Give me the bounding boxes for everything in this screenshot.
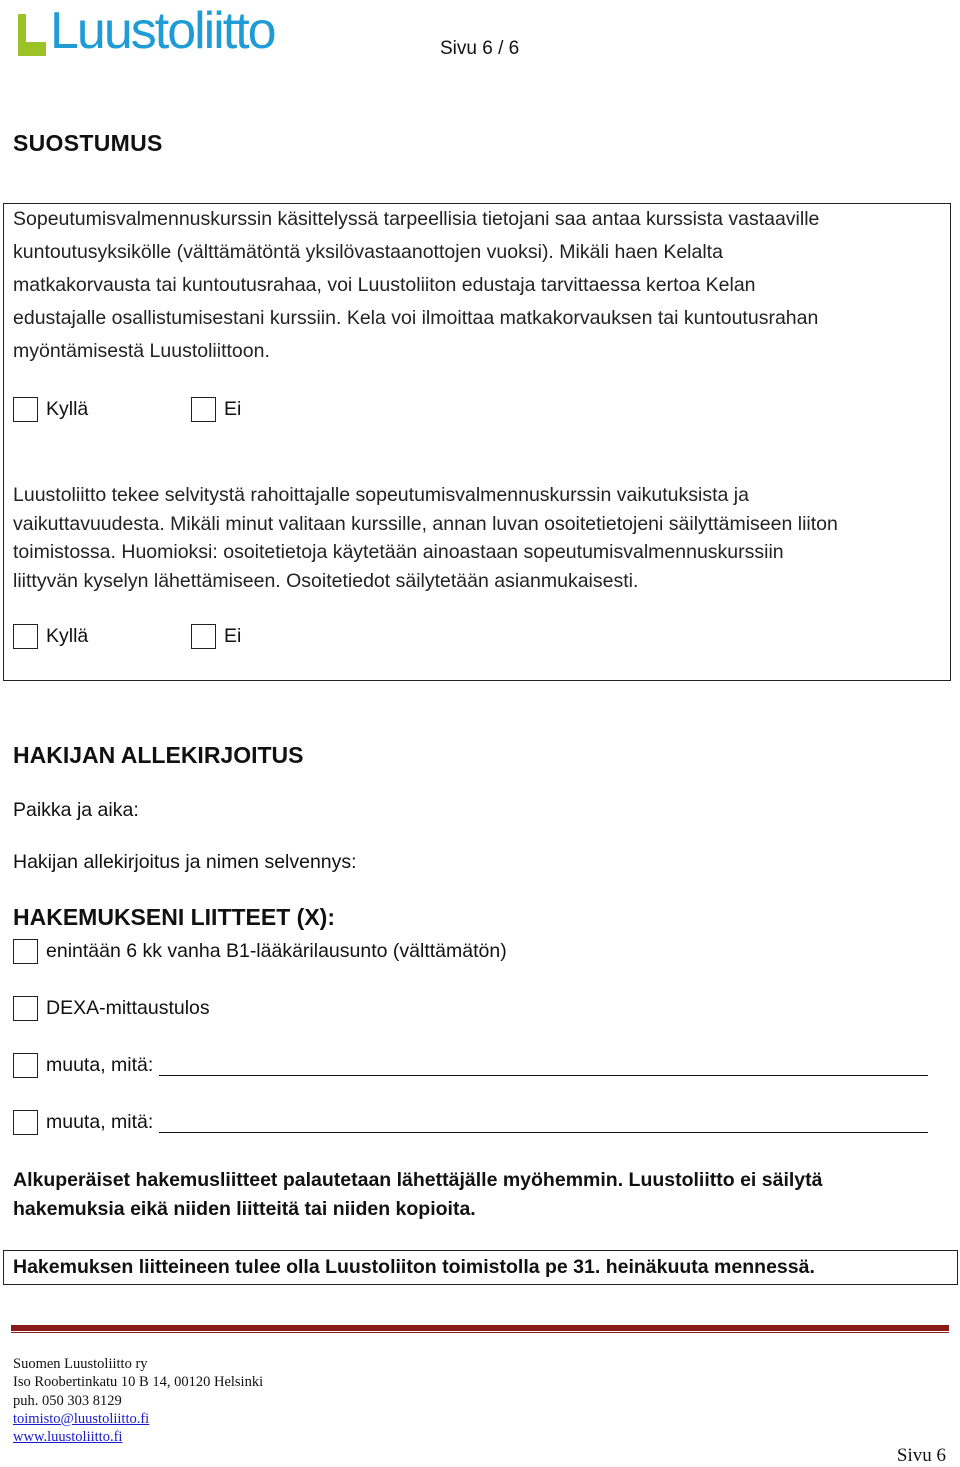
consent-2-yes-option[interactable] bbox=[13, 624, 191, 649]
attachments-title: HAKEMUKSENI LIITTEET (X): bbox=[13, 904, 335, 930]
consent-p1-line: kuntoutusyksikölle (välttämätöntä yksilövastaanottojen vuoksi). Mikäli haen Kelalta bbox=[13, 241, 723, 263]
consent-paragraph-1 bbox=[13, 203, 819, 368]
attachment-label: muuta, mitä: bbox=[46, 1054, 154, 1076]
logo-mark-icon bbox=[14, 10, 48, 56]
footer-website-link[interactable]: www.luustoliitto.fi bbox=[13, 1429, 123, 1446]
footer-email-link[interactable]: toimisto@luustoliitto.fi bbox=[13, 1410, 150, 1427]
attachment-label: DEXA-mittaustulos bbox=[46, 997, 210, 1019]
place-date-label: Paikka ja aika: bbox=[13, 799, 139, 821]
attachment-checkbox[interactable] bbox=[13, 996, 38, 1021]
footer-phone: puh. 050 303 8129 bbox=[13, 1392, 122, 1409]
signature-title: HAKIJAN ALLEKIRJOITUS bbox=[13, 742, 304, 768]
deadline-box bbox=[3, 1250, 958, 1285]
consent-p2-line: toimistossa. Huomioksi: osoitetietoja käytetään ainoastaan sopeutumisvalmennuskurssiin bbox=[13, 541, 784, 563]
footer-divider bbox=[11, 1325, 949, 1331]
attachment-checkbox[interactable] bbox=[13, 1053, 38, 1078]
consent-p1-line: matkakorvausta tai kuntoutusrahaa, voi Luustoliiton edustaja tarvittaessa kertoa Kelan bbox=[13, 274, 756, 296]
consent-2-options bbox=[13, 624, 241, 649]
consent-1-yes-option[interactable] bbox=[13, 397, 191, 422]
attachment-checkbox[interactable] bbox=[13, 1110, 38, 1135]
page-number-header: Sivu 6 / 6 bbox=[440, 38, 520, 59]
consent-2-yes-checkbox[interactable] bbox=[13, 624, 38, 649]
consent-2-no-option[interactable] bbox=[191, 624, 241, 649]
signature-label: Hakijan allekirjoitus ja nimen selvennys: bbox=[13, 851, 357, 873]
attachment-item-other[interactable] bbox=[13, 1053, 928, 1078]
deadline-text: Hakemuksen liitteineen tulee olla Luustoliiton toimistolla pe 31. heinäkuuta mennessä. bbox=[13, 1256, 815, 1278]
consent-1-yes-checkbox[interactable] bbox=[13, 397, 38, 422]
attachment-checkbox[interactable] bbox=[13, 939, 38, 964]
consent-1-options bbox=[13, 397, 241, 422]
attachments-note-line: hakemuksia eikä niiden liitteitä tai niiden kopioita. bbox=[13, 1198, 476, 1220]
consent-p2-line: liittyvän kyselyn lähettämiseen. Osoitetiedot säilytetään asianmukaisesti. bbox=[13, 569, 639, 592]
consent-1-no-option[interactable] bbox=[191, 397, 241, 422]
consent-title: SUOSTUMUS bbox=[13, 130, 163, 156]
consent-1-no-label: Ei bbox=[224, 398, 242, 420]
consent-p1-line: edustajalle osallistumisestani kurssiin. Kela voi ilmoittaa matkakorvauksen tai kuntoutusrahan bbox=[13, 307, 819, 329]
luustoliitto-logo bbox=[14, 2, 275, 60]
attachment-item-other[interactable] bbox=[13, 1110, 928, 1135]
consent-2-yes-label: Kyllä bbox=[46, 625, 89, 647]
consent-2-no-checkbox[interactable] bbox=[191, 624, 216, 649]
footer-address: Iso Roobertinkatu 10 B 14, 00120 Helsinki bbox=[13, 1374, 264, 1391]
attachments-note-line: Alkuperäiset hakemusliitteet palautetaan lähettäjälle myöhemmin. Luustoliitto ei säilytä bbox=[13, 1169, 823, 1191]
footer-org: Suomen Luustoliitto ry bbox=[13, 1356, 148, 1372]
other-attachment-line[interactable] bbox=[159, 1056, 928, 1076]
consent-paragraph-2 bbox=[13, 481, 838, 595]
attachment-label: enintään 6 kk vanha B1-lääkärilausunto (välttämätön) bbox=[46, 940, 507, 962]
consent-2-no-label: Ei bbox=[224, 625, 242, 647]
consent-p1-line: Sopeutumisvalmennuskurssin käsittelyssä tarpeellisia tietojani saa antaa kurssista vastaaville bbox=[13, 208, 820, 230]
logo-text: Luustoliitto bbox=[50, 2, 275, 60]
consent-1-yes-label: Kyllä bbox=[46, 398, 89, 420]
consent-p2-line: vaikuttavuudesta. Mikäli minut valitaan kurssille, annan luvan osoitetietojeni säilyttämiseen liiton bbox=[13, 512, 838, 535]
attachment-item[interactable] bbox=[13, 939, 928, 964]
consent-p2-line: Luustoliitto tekee selvitystä rahoittajalle sopeutumisvalmennuskurssin vaikutuksista ja bbox=[13, 484, 749, 506]
page-number-footer: Sivu 6 bbox=[896, 1445, 946, 1466]
attachment-item[interactable] bbox=[13, 996, 928, 1021]
attachments-note bbox=[13, 1166, 943, 1224]
footer-divider-thin bbox=[11, 1332, 949, 1333]
consent-p1-line: myöntämisestä Luustoliittoon. bbox=[13, 340, 270, 362]
consent-1-no-checkbox[interactable] bbox=[191, 397, 216, 422]
attachment-label: muuta, mitä: bbox=[46, 1111, 154, 1133]
footer-contact bbox=[13, 1355, 263, 1446]
other-attachment-line[interactable] bbox=[159, 1113, 928, 1133]
